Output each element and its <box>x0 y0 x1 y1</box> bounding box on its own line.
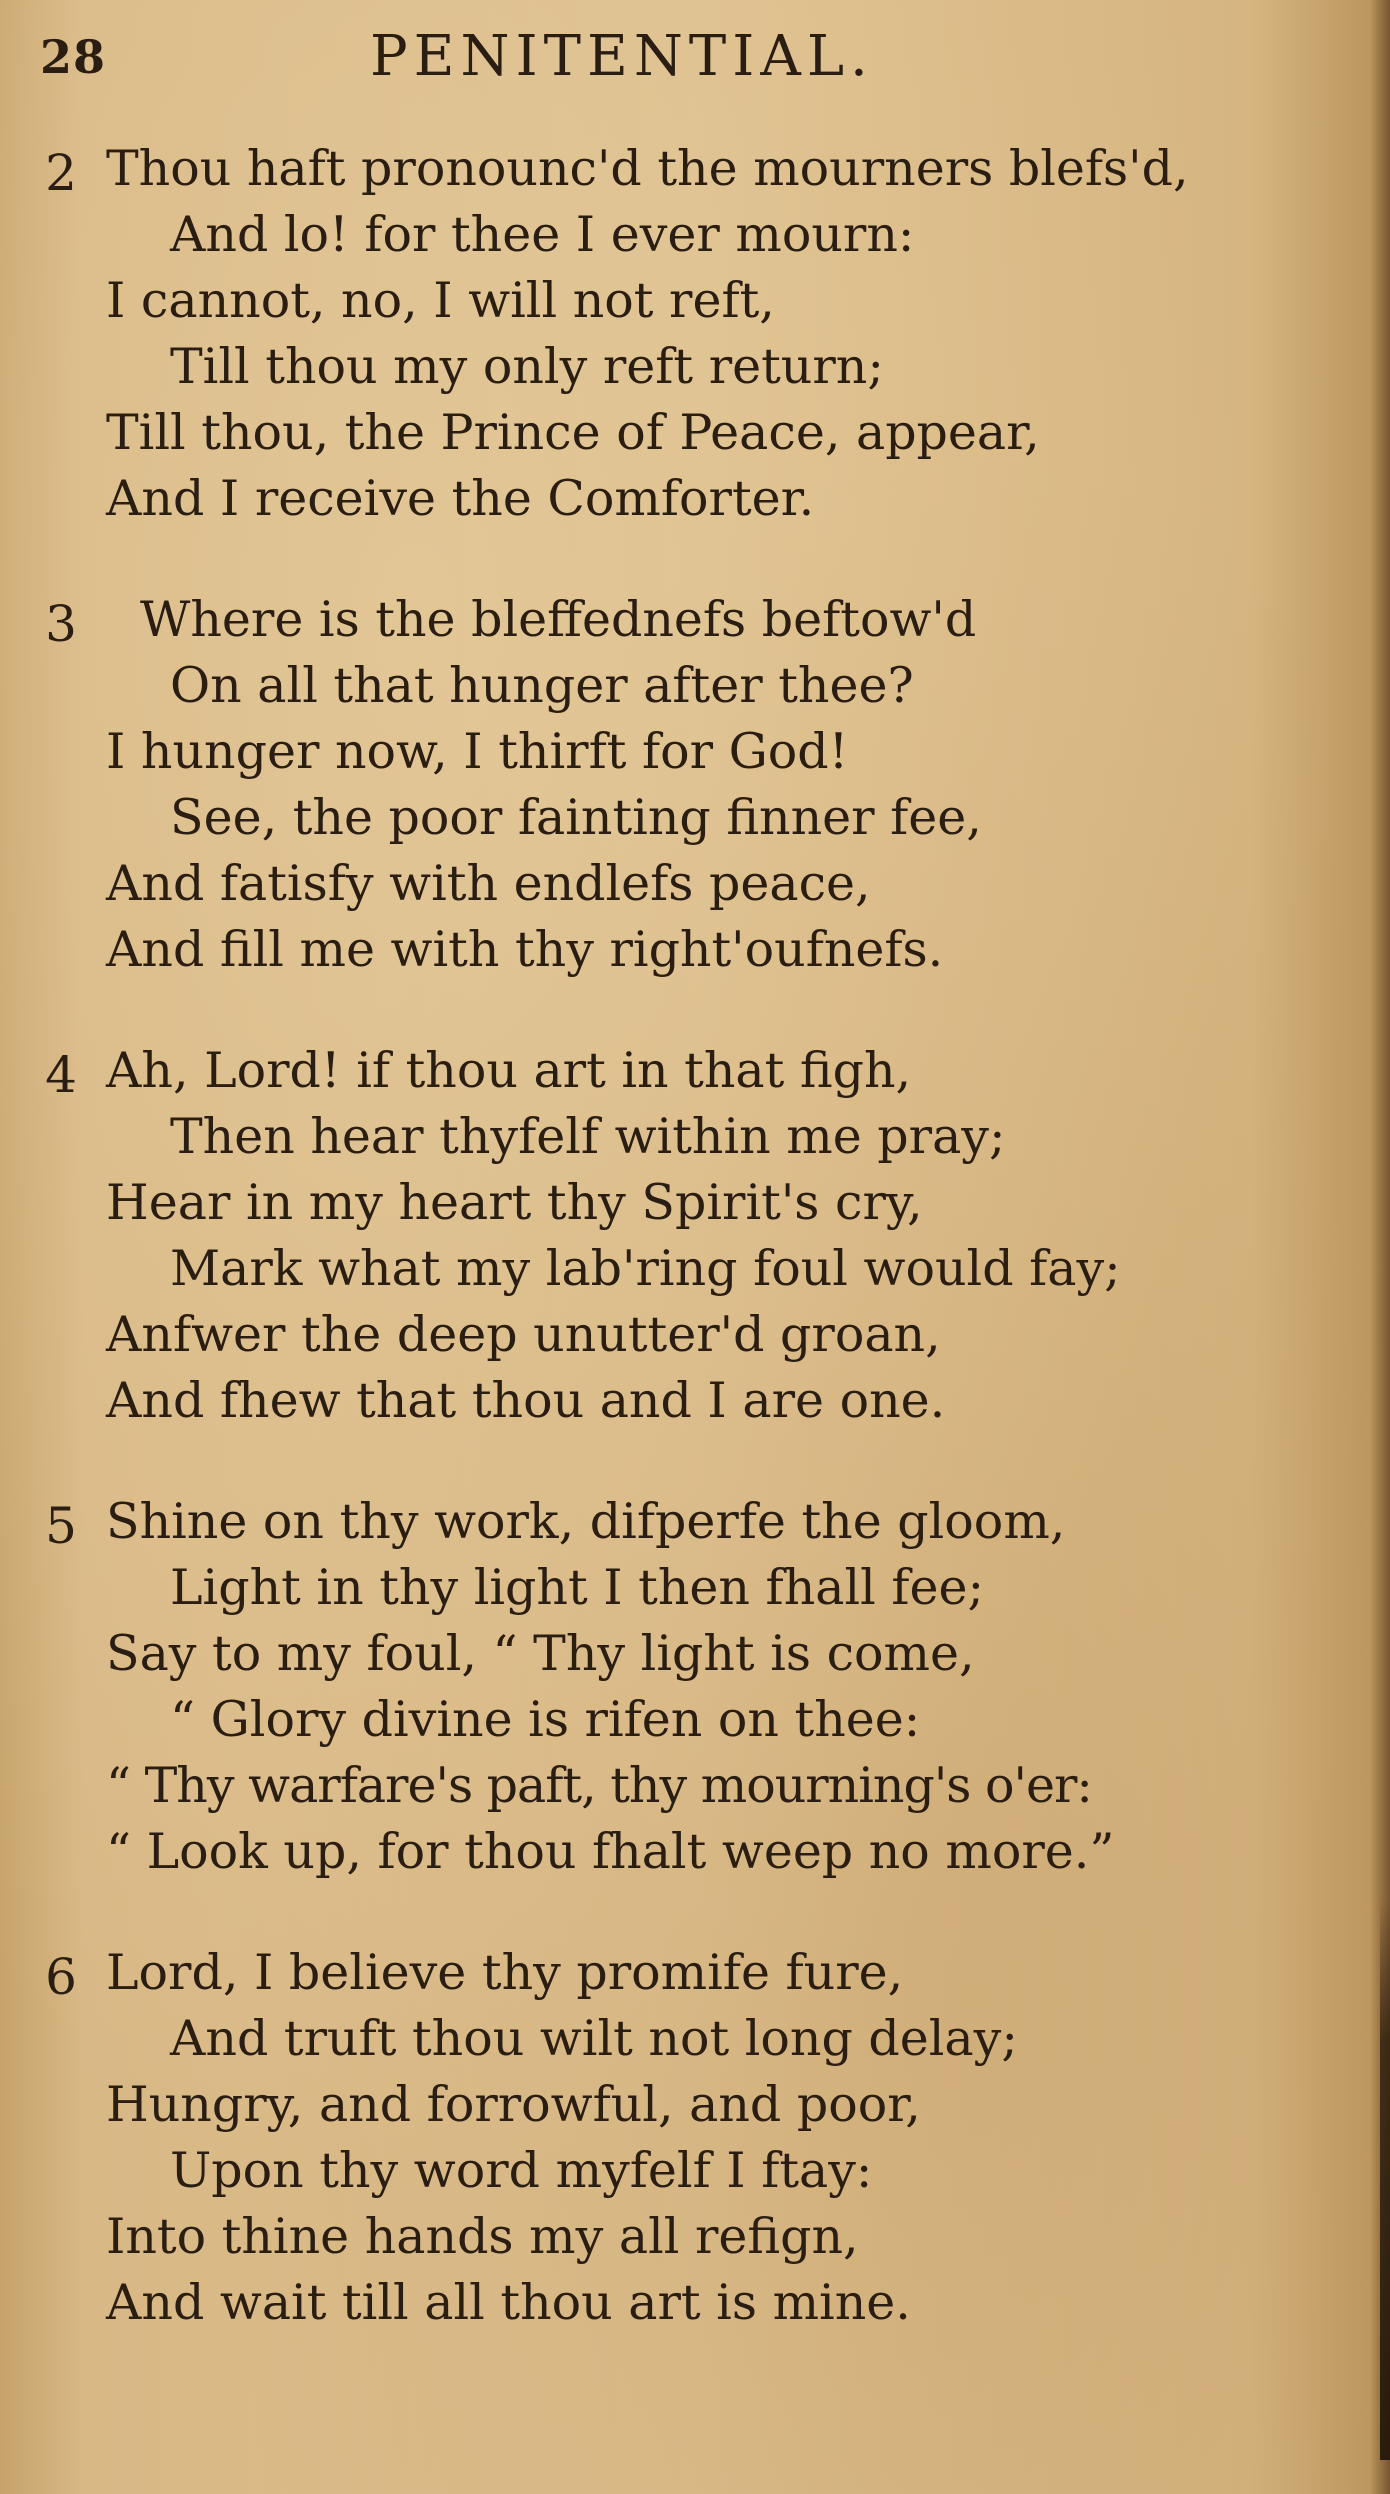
verse-line: And fhew that thou and I are one. <box>106 1372 946 1429</box>
verse-line: Anfwer the deep unutter'd groan, <box>106 1306 941 1363</box>
verse-line: Into thine hands my all refign, <box>106 2208 859 2265</box>
verse-line: Thou haft pronounc'd the mourners blefs'd, <box>106 140 1189 197</box>
verse-line: Say to my foul, “ Thy light is come, <box>106 1625 975 1682</box>
verse-line: And truft thou wilt not long delay; <box>170 2010 1018 2067</box>
verse-line: And wait till all thou art is mine. <box>106 2274 911 2331</box>
verse-line: “ Glory divine is rifen on thee: <box>170 1691 921 1748</box>
verse-line: Upon thy word myfelf I ftay: <box>170 2142 873 2199</box>
verse-line: And I receive the Comforter. <box>106 470 815 527</box>
running-head: PENITENTIAL. <box>370 24 874 89</box>
verse-line: “ Look up, for thou fhalt weep no more.” <box>106 1823 1115 1880</box>
verse-line: Ah, Lord! if thou art in that figh, <box>106 1042 912 1099</box>
stanza-number: 2 <box>45 144 77 202</box>
verse-line: And fill me with thy right'oufnefs. <box>106 921 944 978</box>
verse-line: Light in thy light I then fhall fee; <box>170 1559 985 1616</box>
verse-line: Till thou my only reft return; <box>170 338 884 395</box>
stanza-number: 6 <box>45 1948 77 2006</box>
verse-line: Where is the bleffednefs beftow'd <box>140 591 977 648</box>
verse-line: Till thou, the Prince of Peace, appear, <box>106 404 1040 461</box>
verse-line: “ Thy warfare's paft, thy mourning's o'er: <box>106 1757 1092 1814</box>
verse-line: And fatisfy with endlefs peace, <box>106 855 871 912</box>
verse-line: Mark what my lab'ring foul would fay; <box>170 1240 1121 1297</box>
verse-line: Shine on thy work, difperfe the gloom, <box>106 1493 1066 1550</box>
verse-line: See, the poor fainting finner fee, <box>170 789 982 846</box>
page-edge-dark <box>1380 1900 1390 2460</box>
verse-line: Then hear thyfelf within me pray; <box>170 1108 1006 1165</box>
verse-line: Hungry, and forrowful, and poor, <box>106 2076 921 2133</box>
page-header <box>0 14 1390 94</box>
stanza-number: 3 <box>45 595 77 653</box>
verse-line: I cannot, no, I will not reft, <box>106 272 775 329</box>
stanza-number: 5 <box>45 1497 77 1555</box>
verse-line: And lo! for thee I ever mourn: <box>170 206 915 263</box>
verse-line: On all that hunger after thee? <box>170 657 914 714</box>
verse-line: Hear in my heart thy Spirit's cry, <box>106 1174 923 1231</box>
stanza-number: 4 <box>45 1046 77 1104</box>
page-number: 28 <box>40 30 107 84</box>
verse-line: I hunger now, I thirft for God! <box>106 723 849 780</box>
verse-line: Lord, I believe thy promife fure, <box>106 1944 904 2001</box>
